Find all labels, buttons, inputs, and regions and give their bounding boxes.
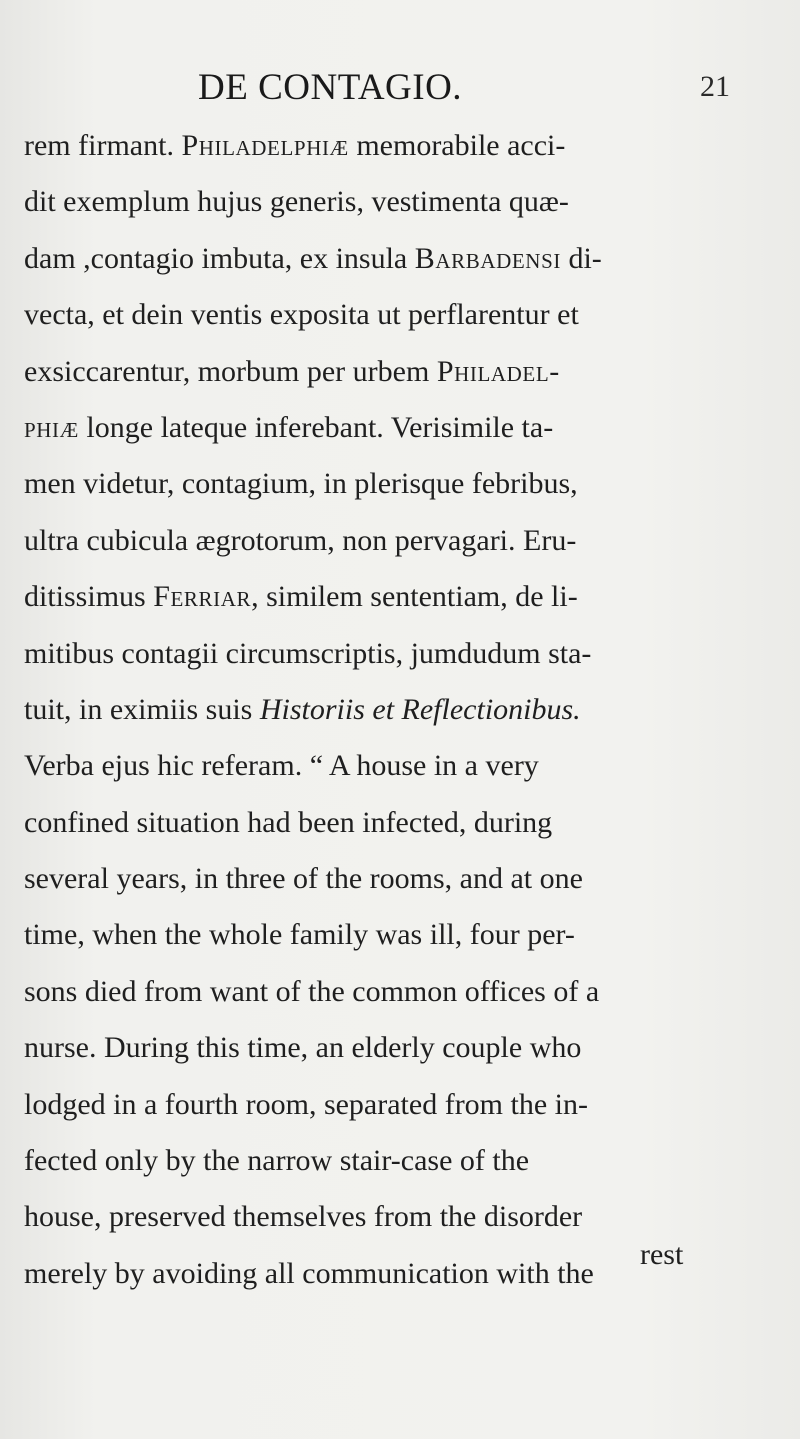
text-line (24, 738, 724, 794)
text-line (24, 118, 724, 174)
text-segment: fected only by the narrow stair-case of the (24, 1144, 530, 1178)
text-segment: sons died from want of the common offices of a (24, 974, 600, 1008)
text-line (24, 1077, 724, 1133)
text-line (24, 1020, 724, 1076)
text-segment: vecta, et dein ventis exposita ut perflarentur et (24, 298, 579, 332)
small-caps-name: Philadelphiæ (181, 129, 349, 162)
text-segment: longe lateque inferebant. Verisimile ta- (78, 410, 554, 444)
italic-title: Historiis et Reflectionibus. (259, 692, 581, 726)
text-segment: mitibus contagii circumscriptis, jumdudum sta- (24, 636, 592, 670)
text-line (24, 851, 724, 907)
small-caps-name: phiæ (24, 410, 79, 444)
text-segment: time, when the whole family was ill, four per- (24, 918, 575, 952)
text-segment: men videtur, contagium, in plerisque febribus, (24, 467, 578, 501)
body-text (24, 118, 724, 1302)
text-line (24, 1133, 724, 1189)
text-segment: tuit, in eximiis suis (24, 692, 260, 726)
text-line (24, 626, 724, 682)
text-segment: several years, in three of the rooms, and at one (24, 862, 583, 896)
text-segment: house, preserved themselves from the disorder (24, 1200, 583, 1234)
text-line (24, 682, 724, 738)
text-segment: confined situation had been infected, during (24, 805, 553, 839)
text-segment: memorabile acci- (348, 129, 566, 162)
text-segment: nurse. During this time, an elderly couple who (24, 1031, 582, 1065)
text-segment: rem firmant. (24, 129, 182, 162)
text-line (24, 231, 724, 287)
catchword: rest (640, 1238, 684, 1271)
text-line (24, 456, 724, 512)
text-segment: dam ,contagio imbuta, ex insula (24, 241, 415, 275)
text-line (24, 287, 724, 343)
small-caps-name: Philadel- (436, 354, 560, 388)
page-number: 21 (700, 70, 730, 103)
text-line (24, 795, 724, 851)
text-segment: merely by avoiding all communication with the (24, 1256, 594, 1290)
text-line (24, 907, 724, 963)
text-line (24, 344, 724, 400)
text-segment: lodged in a fourth room, separated from the in- (24, 1087, 588, 1121)
text-segment: di- (560, 241, 602, 275)
page-header (0, 66, 800, 106)
text-segment: Verba ejus hic referam. “ A house in a very (24, 749, 539, 783)
text-segment: ultra cubicula ægrotorum, non pervagari. Eru- (24, 523, 577, 557)
running-title: DE CONTAGIO. (198, 67, 463, 108)
text-segment: ditissimus (24, 580, 154, 614)
text-segment: dit exemplum hujus generis, vestimenta quæ- (24, 185, 569, 219)
text-line (24, 964, 724, 1020)
text-line (24, 400, 724, 456)
small-caps-name: Barbadensi (414, 241, 561, 275)
text-line (24, 1246, 724, 1302)
text-segment: , similem sententiam, de li- (251, 580, 578, 614)
small-caps-name: Ferriar (153, 580, 252, 614)
text-segment: exsiccarentur, morbum per urbem (24, 354, 437, 388)
text-line (24, 513, 724, 569)
text-line (24, 569, 724, 625)
text-line (24, 174, 724, 230)
text-line (24, 1189, 724, 1245)
